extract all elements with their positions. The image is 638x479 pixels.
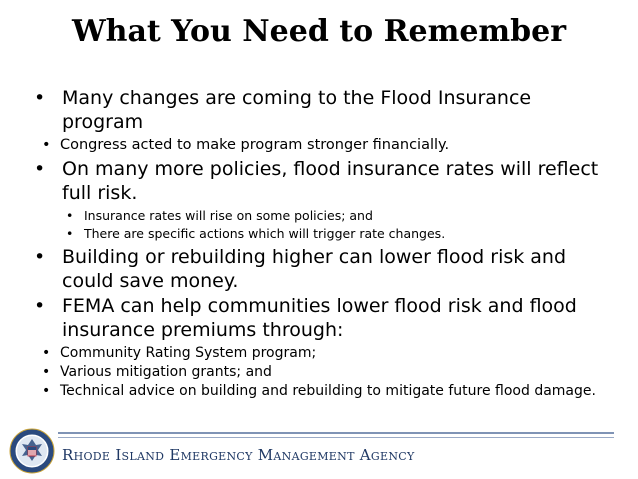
sub-bullet-list	[28, 344, 618, 401]
sub-bullet-list	[28, 207, 618, 243]
bullet-text: On many more policies, flood insurance rates will reflect full risk.	[62, 158, 599, 204]
bullet-text: FEMA can help communities lower flood risk and flood insurance premiums through:	[62, 295, 577, 341]
footer-divider-thin	[58, 437, 614, 438]
sub-bullet-text: Various mitigation grants; and	[60, 364, 272, 380]
sub-bullet-item	[34, 344, 618, 363]
bullet-list	[28, 86, 618, 401]
sub-bullet-text: Technical advice on building and rebuilding to mitigate future flood damage.	[60, 383, 596, 399]
sub-bullet-list	[28, 136, 618, 155]
sub-bullet-text: There are specific actions which will trigger rate changes.	[84, 226, 446, 241]
sub-bullet-item	[58, 225, 618, 243]
bullet-item	[28, 86, 618, 134]
sub-bullet-text: Insurance rates will rise on some policies; and	[84, 208, 373, 223]
bullet-item	[28, 294, 618, 342]
slide-content	[28, 86, 618, 403]
slide-title: What You Need to Remember	[71, 14, 567, 49]
bullet-text: Building or rebuilding higher can lower flood risk and could save money.	[62, 246, 567, 292]
agency-name: Rhode Island Emergency Management Agency	[62, 446, 415, 464]
sub-bullet-item	[34, 363, 618, 382]
sub-bullet-text: Congress acted to make program stronger financially.	[60, 137, 450, 153]
bullet-item	[28, 245, 618, 293]
bullet-text: Many changes are coming to the Flood Insurance program	[62, 87, 532, 133]
sub-bullet-item	[58, 207, 618, 225]
footer-divider	[58, 432, 614, 434]
sub-bullet-item	[34, 136, 618, 155]
bullet-item	[28, 157, 618, 205]
sub-bullet-text: Community Rating System program;	[60, 345, 317, 361]
sub-bullet-item	[34, 382, 618, 401]
dhs-seal-icon	[9, 428, 55, 474]
